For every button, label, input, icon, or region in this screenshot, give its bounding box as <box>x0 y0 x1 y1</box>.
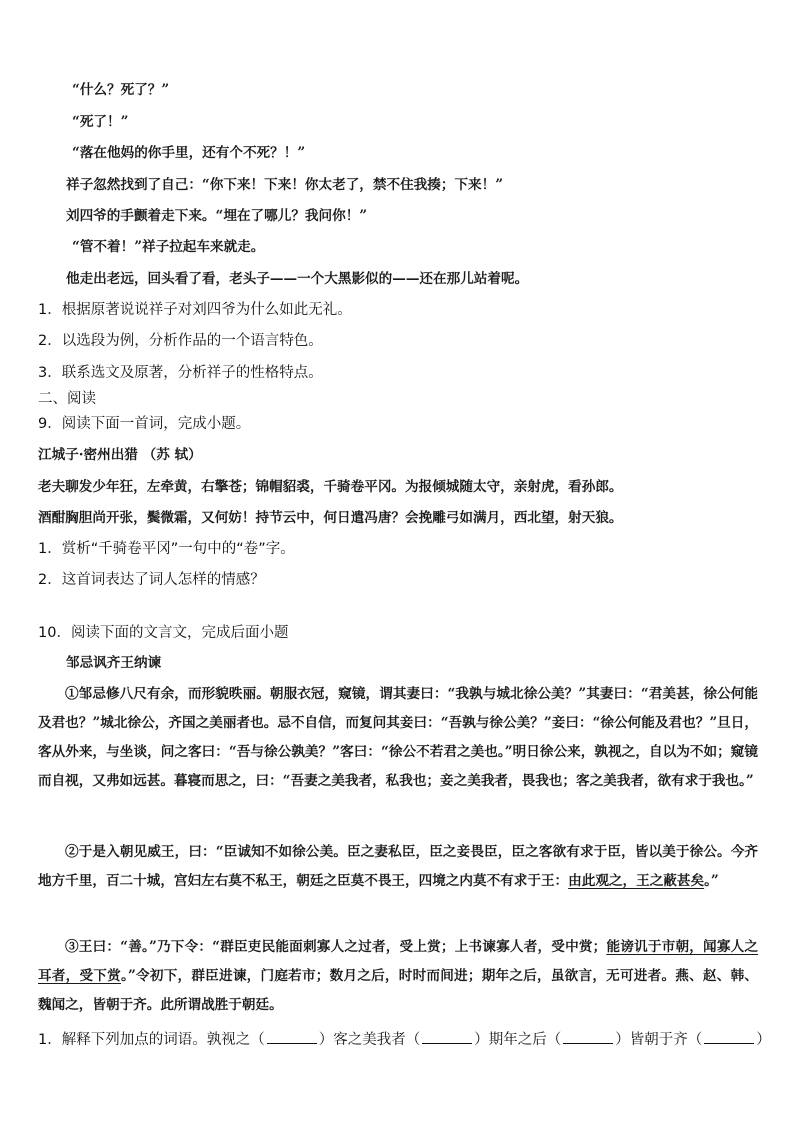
question-text: ）期年之后（ <box>474 1032 562 1048</box>
paragraph-text: ②于是入朝见威王，曰：“臣诚知不如徐公美。臣之妻私臣，臣之妾畏臣，臣之客欲有求于臣，皆以美于徐公。今齐地方千里，百二十城，宫妇左右莫不私王，朝廷之臣莫不畏王，四境之内莫不有求于王： <box>38 844 758 889</box>
text-title: 邹忌讽齐王纳谏 <box>66 655 162 671</box>
answer-blank[interactable] <box>563 1031 613 1044</box>
question-item: 2．以选段为例，分析作品的一个语言特色。 <box>38 333 323 349</box>
question-text: ）皆朝于齐（ <box>615 1032 703 1048</box>
classical-paragraph <box>38 838 758 896</box>
section-title: 二、阅读 <box>38 391 96 407</box>
dialogue-line: “落在他妈的你手里，还有个不死？！” <box>72 145 306 161</box>
paragraph-text: 。” <box>704 873 719 889</box>
poem-line: 老夫聊发少年狂，左牵黄，右擎苍；锦帽貂裘，千骑卷平冈。为报倾城随太守，亲射虎，看孙郎。 <box>38 479 623 495</box>
dialogue-line: “管不着！”祥子拉起车来就走。 <box>72 239 265 255</box>
vocab-question <box>38 1031 771 1048</box>
question-stem: 10．阅读下面的文言文，完成后面小题 <box>38 625 289 641</box>
underlined-sentence: 由此观之，王之蔽甚矣 <box>568 873 705 889</box>
question-stem: 9．阅读下面一首词，完成小题。 <box>38 416 251 432</box>
answer-blank[interactable] <box>422 1031 472 1044</box>
classical-paragraph: ①邹忌修八尺有余，而形貌昳丽。朝服衣冠，窥镜，谓其妻曰：“我孰与城北徐公美？”其妻曰：“君美甚，徐公何能及君也？”城北徐公，齐国之美丽者也。忌不自信，而复问其妾曰：“吾孰与徐公美？”妾曰：“徐公何能及君也？”旦日，客从外来，与坐谈，问之客曰：“吾与徐公孰美？”客曰：“徐公不若君之美也。”明日徐公来，孰视之，自以为不如；窥镜而自视，又弗如远甚。暮寝而思之，曰：“吾妻之美我者，私我也；妾之美我者，畏我也；客之美我者，欲有求于我也。” <box>38 686 758 789</box>
dialogue-line: “什么？死了？” <box>72 82 170 98</box>
underlined-sentence: 能谤讥于市朝，闻寡人之耳者，受下赏 <box>38 939 759 984</box>
classical-paragraph <box>38 933 758 1020</box>
question-item: 1．赏析“千骑卷平冈”一句中的“卷”字。 <box>38 541 295 557</box>
dialogue-line: 祥子忽然找到了自己：“你下来！下来！你太老了，禁不住我揍；下来！” <box>66 177 504 193</box>
question-text: ）客之美我者（ <box>318 1032 421 1048</box>
question-item: 2．这首词表达了词人怎样的情感？ <box>38 572 265 588</box>
question-item: 3．联系选文及原著，分析祥子的性格特点。 <box>38 365 323 381</box>
poem-title: 江城子·密州出猎 （苏 轼） <box>38 447 202 463</box>
dialogue-line: 他走出老远，回头看了看，老头子——一个大黑影似的——还在那儿站着呢。 <box>66 271 529 287</box>
question-item: 1．根据原著说说祥子对刘四爷为什么如此无礼。 <box>38 302 352 318</box>
poem-line: 酒酣胸胆尚开张，鬓微霜，又何妨！持节云中，何日遣冯唐？会挽雕弓如满月，西北望，射天狼。 <box>38 510 623 526</box>
answer-blank[interactable] <box>267 1031 317 1044</box>
paragraph-text: 。”令初下，群臣进谏，门庭若市；数月之后，时时而间进；期年之后，虽欲言，无可进者。燕、赵、韩、魏闻之，皆朝于齐。此所谓战胜于朝廷。 <box>38 968 759 1013</box>
dialogue-line: “死了！” <box>72 114 129 130</box>
paragraph-text: ③王曰：“善。”乃下令：“群臣吏民能面刺寡人之过者，受上赏；上书谏寡人者，受中赏； <box>65 939 607 955</box>
question-text: ） <box>756 1032 771 1048</box>
dialogue-line: 刘四爷的手颤着走下来。“埋在了哪儿？我问你！” <box>66 208 368 224</box>
answer-blank[interactable] <box>704 1031 754 1044</box>
question-text: 1．解释下列加点的词语。孰视之（ <box>38 1032 265 1048</box>
